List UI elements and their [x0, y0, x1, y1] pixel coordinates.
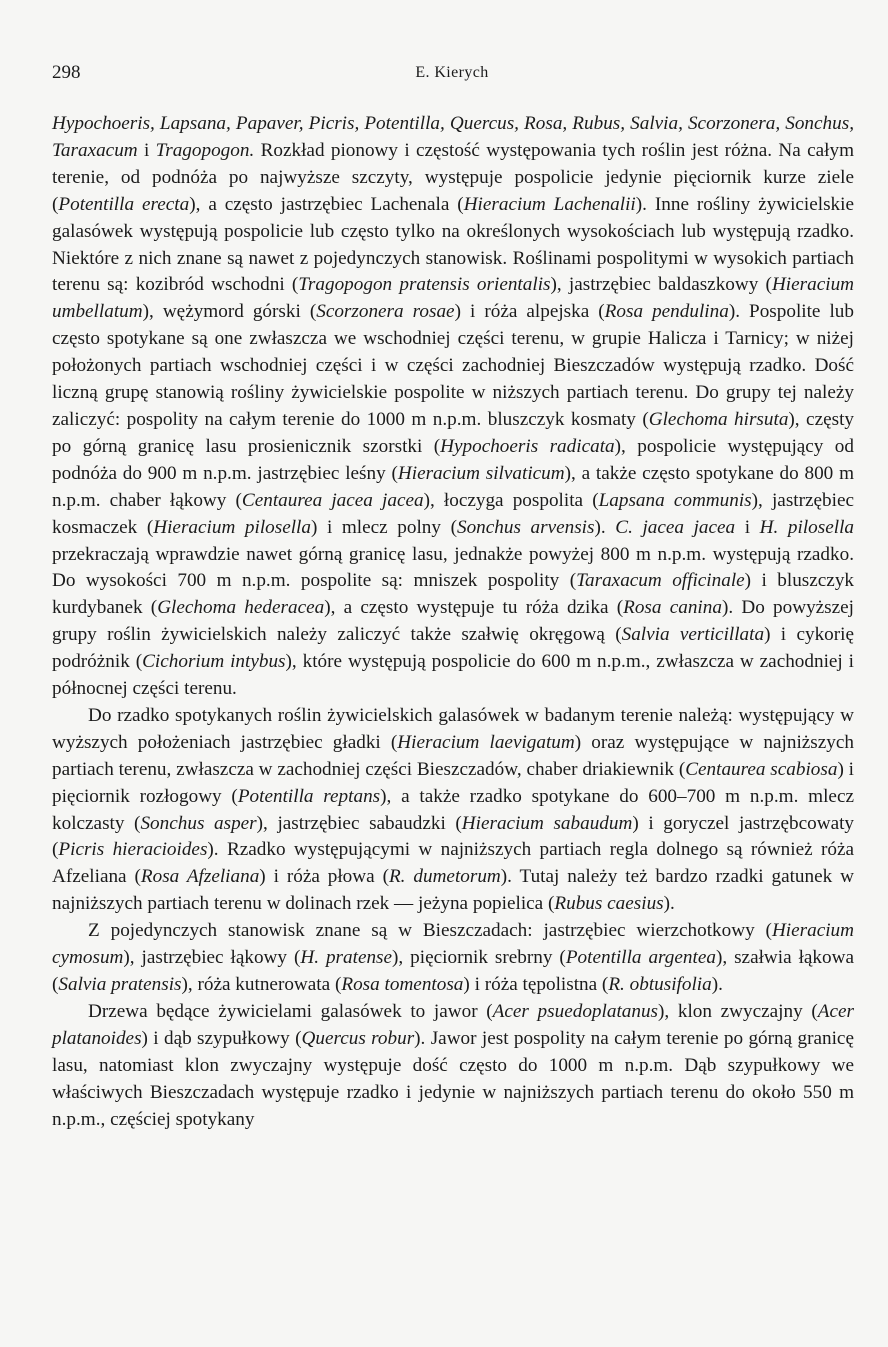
latin-name: Acer platanoides [52, 1000, 854, 1049]
latin-name: Centaurea scabiosa [685, 758, 838, 780]
latin-name: Sonchus asper [140, 812, 257, 834]
latin-name: Hieracium cymosum [52, 920, 854, 969]
page-number: 298 [52, 62, 81, 83]
latin-name: Tragopogon pratensis orientalis [298, 274, 551, 296]
text-run: ), klon zwyczajny ( [658, 1000, 818, 1022]
text-run: ), szałwia łąkowa ( [52, 947, 854, 995]
text-run: ) i cykorię podróżnik ( [52, 624, 854, 673]
latin-name: Picris hieracioides [58, 839, 208, 861]
latin-name: Potentilla erecta [58, 193, 190, 215]
latin-name: Hieracium laevigatum [397, 731, 575, 753]
text-run: ), jastrzębiec kosmaczek ( [52, 489, 855, 538]
text-run: Drzewa będące żywicielami galasówek to jawor ( [88, 1000, 493, 1022]
text-run: Do rzadko spotykanych roślin żywicielskich galasówek w badanym terenie należą: występujący w wyższych położeniach jastrzębiec gładki ( [52, 704, 854, 753]
latin-name: R. dumetorum [388, 866, 501, 888]
text-run: ) i róża alpejska ( [454, 301, 605, 323]
text-run: ) i dąb szypułkowy ( [141, 1027, 302, 1049]
text-run: ). Inne rośliny żywicielskie galasówek występują pospolicie lub często tylko na określonych wysokościach lub występują rzadko. Niektóre z nich znane są nawet z pojedynczych stanowisk. Roślinami pospolitymi w wysokich partiach terenu są: kozibród wschodni ( [52, 193, 855, 296]
text-run: ). [663, 893, 675, 915]
latin-name: Hieracium sabaudum [461, 812, 633, 834]
latin-name: Salvia verticillata [621, 624, 765, 646]
latin-name: Taraxacum officinale [576, 570, 745, 592]
latin-name: H. pratense [300, 947, 393, 969]
text-run: ) i róża płowa ( [259, 866, 389, 888]
text-run: ), róża kutnerowata ( [181, 974, 342, 995]
text-run: ), a także rzadko spotykane do 600–700 m n.p.m. mlecz kolczasty ( [52, 785, 854, 834]
text-run: ) i bluszczyk kurdybanek ( [52, 570, 855, 619]
latin-name: Quercus robur [301, 1027, 415, 1049]
text-run: ), pięciornik srebrny ( [392, 947, 566, 969]
latin-name: Hypochoeris, Lapsana, Papaver, Picris, Potentilla, Quercus, Rosa, Rubus, Salvia, Scorzonera, Sonchus, Taraxacum [52, 113, 854, 161]
text-run: ) oraz występujące w najniższych partiach terenu, zwłaszcza w zachodniej części Bieszczadów, chaber driakiewnik ( [52, 731, 854, 780]
latin-name: Scorzonera rosae [316, 301, 455, 323]
text-run: ). Tutaj należy też bardzo rzadki gatunek w najniższych partiach terenu w dolinach rzek — jeżyna popielica ( [52, 866, 854, 915]
latin-name: Lapsana communis [598, 489, 752, 511]
text-run: ), a często występuje tu róża dzika ( [324, 597, 624, 619]
text-run: ). Rzadko występującymi w najniższych partiach regla dolnego są również róża Afzeliana ( [52, 839, 854, 888]
text-run: przekraczają wprawdzie nawet górną granicę lasu, jednakże powyżej 800 m n.p.m. występują rzadko. Do wysokości 700 m n.p.m. pospolite są: mniszek pospolity ( [52, 543, 854, 592]
latin-name: Salvia pratensis [58, 974, 182, 995]
latin-name: Acer psuedoplatanus [492, 1000, 659, 1022]
text-run: i [735, 516, 760, 538]
latin-name: Rosa canina [623, 597, 722, 619]
latin-name: Glechoma hirsuta [648, 408, 789, 430]
latin-name: Hieracium pilosella [153, 516, 311, 538]
text-run: ), pospolicie występujący od podnóża do 900 m n.p.m. jastrzębiec leśny ( [52, 435, 854, 484]
paragraph [52, 918, 854, 999]
text-run: ). [594, 516, 616, 538]
text-run: Rozkład pionowy i częstość występowania tych roślin jest różna. Na całym terenie, od podnóża po najwyższe szczyty, występuje pospolicie jedynie pięciornik kurze ziele ( [52, 139, 854, 215]
text-run: ), a także często spotykane do 800 m n.p.m. chaber łąkowy ( [52, 462, 854, 511]
text-run: ) i goryczel jastrzębcowaty ( [52, 812, 855, 861]
text-run: ), jastrzębiec łąkowy ( [123, 947, 301, 969]
text-run: ), a często jastrzębiec Lachenala ( [189, 193, 464, 215]
text-run: ). Pospolite lub często spotykane są one zwłaszcza we wschodniej części terenu, w grupie Halicza i Tarnicy; w niżej położonych partiach wschodniej części i w części zachodniej Bieszczadów występują rzadko. Dość liczną grupę stanowią rośliny żywicielskie pospolite w niższych partiach terenu. Do grupy tej należy zaliczyć: pospolity na całym terenie do 1000 m n.p.m. bluszczyk kosmaty ( [52, 301, 854, 430]
latin-name: Glechoma hederacea [157, 597, 325, 619]
text-run: ) i mlecz polny ( [310, 516, 457, 538]
paragraph [52, 999, 854, 1134]
latin-name: R. obtusifolia [608, 974, 712, 995]
latin-name: Tragopogon. [155, 139, 255, 161]
text-run: ), łoczyga pospolita ( [423, 489, 599, 511]
latin-name: Sonchus arvensis [456, 516, 595, 538]
latin-name: Potentilla argentea [565, 947, 716, 969]
latin-name: Centaurea jacea jacea [241, 489, 424, 511]
latin-name: Cichorium intybus [142, 651, 286, 673]
latin-name: C. jacea jacea [615, 516, 736, 538]
text-run: ), wężymord górski ( [142, 301, 317, 323]
latin-name: Hieracium Lachenalii [463, 193, 636, 215]
text-run: ). [711, 974, 723, 995]
latin-name: Rosa Afzeliana [140, 866, 260, 888]
text-run: Z pojedynczych stanowisk znane są w Bieszczadach: jastrzębiec wierzchotkowy ( [88, 920, 772, 942]
text-run: ) i pięciornik rozłogowy ( [52, 758, 854, 807]
text-run: ). Do powyższej grupy roślin żywicielskich należy zaliczyć także szałwię okręgową ( [52, 597, 855, 646]
text-run: ), jastrzębiec baldaszkowy ( [550, 274, 772, 296]
body-text [52, 111, 854, 1133]
latin-name: Hypochoeris radicata [440, 435, 615, 457]
text-run: ). Jawor jest pospolity na całym terenie po górną granicę lasu, natomiast klon zwyczajny występuje dość często do 1000 m n.p.m. Dąb szypułkowy we właściwych Bieszczadach występuje rzadko i jedynie w najniższych partiach terenu do około 550 m n.p.m., częściej spotykany [52, 1027, 854, 1130]
text-run: ), które występują pospolicie do 600 m n.p.m., zwłaszcza w zachodniej i północnej części terenu. [52, 651, 854, 700]
latin-name: Hieracium umbellatum [52, 274, 855, 323]
latin-name: Rubus caesius [554, 893, 664, 915]
latin-name: Potentilla reptans [237, 785, 381, 807]
latin-name: Rosa pendulina [604, 301, 729, 323]
latin-name: Hieracium silvaticum [397, 462, 565, 484]
paragraph [52, 703, 854, 918]
text-run: ), jastrzębiec sabaudzki ( [256, 812, 462, 834]
page-header [52, 62, 852, 86]
latin-name: Rosa tomentosa [341, 974, 464, 995]
text-run: i [137, 139, 156, 161]
running-head-author: E. Kierych [415, 64, 489, 81]
paragraph [52, 111, 854, 703]
latin-name: H. pilosella [759, 516, 855, 538]
text-run: ), częsty po górną granicę lasu prosienicznik szorstki ( [52, 408, 854, 457]
text-run: ) i róża tępolistna ( [463, 974, 609, 995]
